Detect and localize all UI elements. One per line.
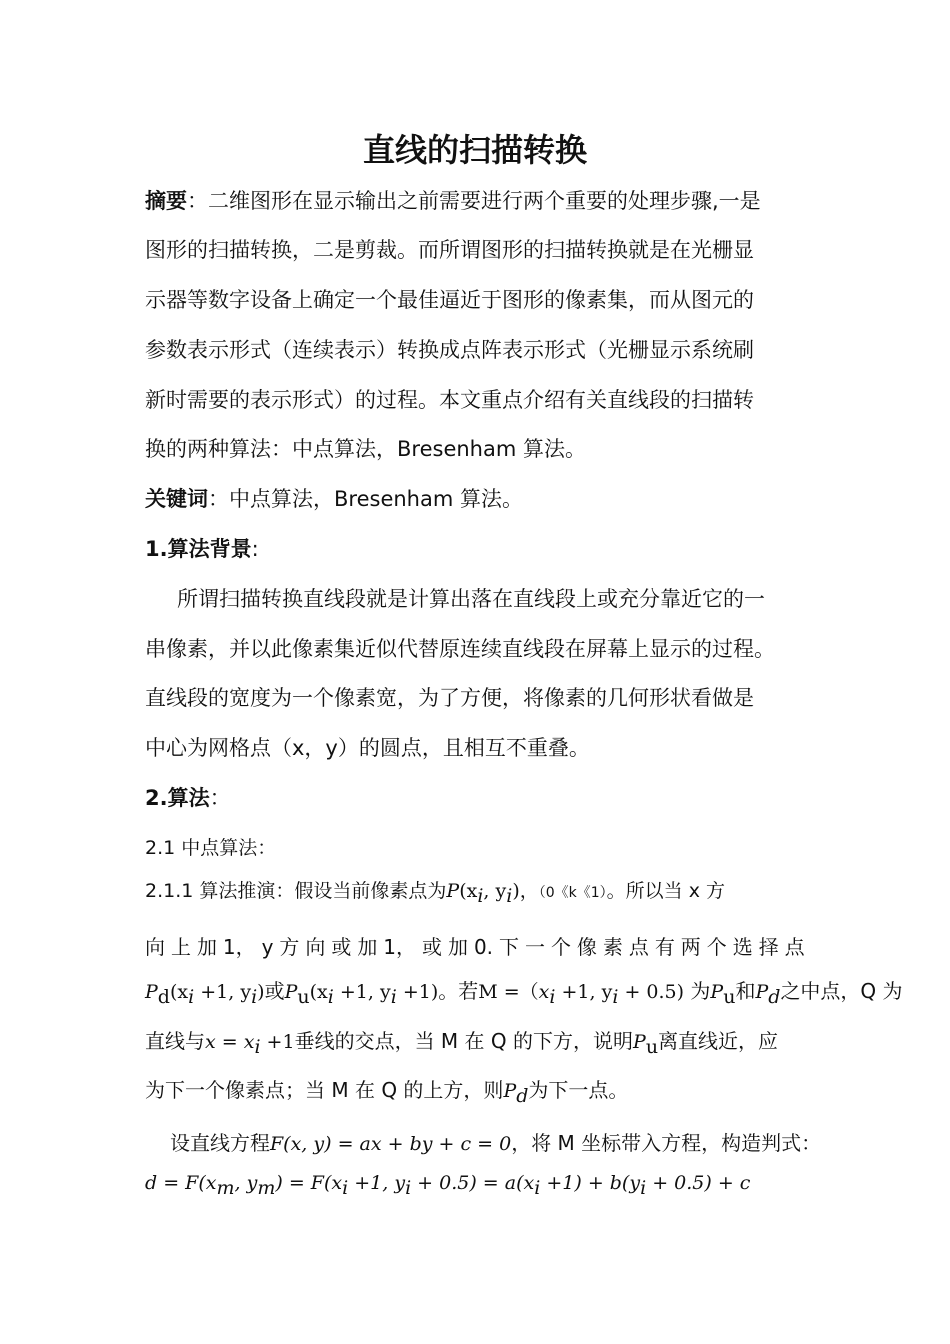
l4-x: x (205, 1031, 216, 1053)
l2-w: 像 (576, 935, 597, 959)
l3-pd: P (145, 981, 158, 1003)
decision-formula (145, 1168, 750, 1203)
l2-w: 1， (222, 935, 256, 959)
section1-line-3: 直线段的宽度为一个像素宽，为了方便，将像素的几何形状看做是 (145, 686, 754, 710)
l2-w: 方 (279, 935, 300, 959)
l3-he: 和 (735, 979, 756, 1003)
l7-sub-m2: m (257, 1176, 276, 1199)
l7-sub-m: m (216, 1176, 235, 1199)
l2-w: 加 (447, 935, 468, 959)
section1-heading-text: 1.算法背景 (145, 537, 252, 561)
l3-pu2-sub: u (723, 986, 736, 1008)
l4-p-sub: u (645, 1036, 659, 1058)
section2-line-1 (145, 876, 725, 911)
l2-w: 个 (706, 935, 727, 959)
l5-p: P (503, 1080, 517, 1102)
l4-sub-i: i (254, 1036, 261, 1058)
section1-line-2: 串像素，并以此像素集近似代替原连续直线段在屏幕上显示的过程。 (145, 637, 775, 661)
l7-sub-i2: i (405, 1176, 412, 1199)
section2-heading-text: 2.算法 (145, 786, 210, 810)
l3-pd2-sub: d (768, 986, 781, 1008)
l3-pd-sub: d (157, 986, 170, 1008)
l5-text-a: 为下一个像素点；当 M 在 Q 的上方，则 (145, 1078, 504, 1102)
l2-w: 选 (732, 935, 753, 959)
l6-text-b: ，将 M 坐标带入方程，构造判式： (511, 1131, 822, 1155)
l4-text-a: 直线与 (145, 1029, 205, 1053)
l2-w: 点 (784, 935, 805, 959)
l3-pd-sub-i2: i (251, 986, 258, 1008)
abstract-line-5: 新时需要的表示形式）的过程。本文重点介绍有关直线段的扫描转 (145, 388, 754, 412)
l2-w: 0. (473, 935, 494, 959)
l5-p-sub: d (516, 1085, 529, 1107)
abstract-line-4: 参数表示形式（连续表示）转换成点阵表示形式（光栅显示系统刷 (145, 338, 754, 362)
l4-p: P (633, 1031, 646, 1053)
keywords-colon: ： (208, 487, 229, 511)
l1-math-comma: , y (483, 880, 507, 902)
abstract-line-6: 换的两种算法：中点算法，Bresenham 算法。 (145, 437, 586, 461)
l7-eq5: +1) + b(y (540, 1172, 641, 1194)
section2-line-5 (145, 1075, 628, 1111)
l7-eq3: +1, y (348, 1172, 406, 1194)
l1-text-b: 。所以当 x 方 (606, 880, 725, 902)
l7-eq4: + 0.5) = a(x (411, 1172, 535, 1194)
section2-line-4 (145, 1026, 778, 1062)
l3-m-eq: M =（ (478, 981, 539, 1003)
l3-pu-sub: u (297, 986, 310, 1008)
abstract-text-1: 二维图形在显示输出之前需要进行两个重要的处理步骤,一是 (208, 189, 761, 213)
keywords-text: 中点算法，Bresenham 算法。 (229, 487, 523, 511)
section2-colon: ： (209, 786, 231, 810)
l2-w: 择 (758, 935, 779, 959)
l2-w: 两 (680, 935, 701, 959)
l3-pd2: P (755, 981, 769, 1003)
l1-math-args: (x (459, 880, 478, 902)
l2-w: 上 (170, 935, 191, 959)
l6-text-a: 设直线方程 (170, 1131, 270, 1155)
l4-eq: = x (215, 1031, 255, 1053)
section2-line-3 (145, 976, 903, 1012)
keywords-label: 关键词 (145, 487, 208, 511)
l3-m-sub-i: i (549, 986, 556, 1008)
l7-d: d (145, 1172, 158, 1194)
l7-eq6: + 0.5) + c (646, 1172, 751, 1194)
subsection-2-1: 2.1 中点算法： (145, 837, 277, 859)
l3-pu: P (284, 981, 298, 1003)
l2-w: 或 (331, 935, 352, 959)
l3-pu-sub-i: i (327, 986, 334, 1008)
l7-comma: , y (234, 1172, 258, 1194)
l1-condition: （0《k《1） (538, 885, 607, 901)
l5-text-b: 为下一点。 (528, 1078, 629, 1102)
section1-line-4: 中心为网格点（x，y）的圆点，且相互不重叠。 (145, 736, 590, 760)
l2-w: 向 (145, 935, 165, 959)
l7-eq2: ) = F(x (275, 1172, 343, 1194)
section1-heading (145, 534, 259, 564)
l2-w: 加 (357, 935, 378, 959)
l3-pu-close: +1) (396, 981, 439, 1003)
l3-pd-args: (x (169, 981, 189, 1003)
l7-eq1: = F(x (157, 1172, 217, 1194)
section1-line-1: 所谓扫描转换直线段就是计算出落在直线段上或充分靠近它的一 (177, 587, 765, 611)
l3-m-x: x (538, 981, 550, 1003)
l4-text-b: 垂线的交点，当 M 在 Q 的下方，说明 (294, 1029, 634, 1053)
l1-text-a: 2.1.1 算法推演：假设当前像素点为 (145, 880, 447, 902)
l3-or: 或 (264, 979, 285, 1003)
l3-pd-rest: +1, y (194, 981, 252, 1003)
l1-math-close: ) (512, 880, 520, 902)
abstract-label: 摘要 (145, 189, 187, 213)
l2-w: 点 (628, 935, 649, 959)
l2-w: 有 (654, 935, 675, 959)
abstract-line-2: 图形的扫描转换，二是剪裁。而所谓图形的扫描转换就是在光栅显 (145, 238, 754, 262)
l3-m-sub-i2: i (612, 986, 619, 1008)
l7-sub-i4: i (640, 1176, 647, 1199)
l4-plus: +1 (260, 1031, 295, 1053)
l2-w: 或 (422, 935, 442, 959)
l6-equation: F(x, y) = ax + by + c = 0 (270, 1133, 512, 1155)
l1-math-sub: i (477, 884, 484, 907)
l2-w: 个 (550, 935, 571, 959)
l2-w: 加 (196, 935, 217, 959)
l2-w: y (261, 935, 274, 959)
keywords-line (145, 484, 523, 514)
l3-pd-sub-i: i (188, 986, 195, 1008)
l3-ruo: 。若 (438, 979, 479, 1003)
document-title: 直线的扫描转换 (362, 131, 587, 169)
abstract-colon: ： (187, 189, 208, 213)
l1-math-p: P (446, 880, 460, 902)
l3-pu-rest: +1, y (333, 981, 391, 1003)
l1-sep: ， (519, 880, 539, 902)
l3-pu-sub-i2: i (390, 986, 397, 1008)
l3-m-close: + 0.5) (618, 981, 685, 1003)
l7-sub-i: i (342, 1176, 349, 1199)
section1-colon: : (251, 537, 259, 561)
l1-math-sub2: i (506, 884, 513, 907)
l2-w: 一 (524, 935, 545, 959)
l3-pd-close: ) (257, 981, 265, 1003)
l2-w: 向 (305, 935, 326, 959)
l3-m-rest: +1, y (555, 981, 613, 1003)
l3-end: 之中点，Q 为 (780, 979, 903, 1003)
section2-heading (145, 783, 231, 813)
section2-line-6 (170, 1128, 821, 1159)
abstract-line-3: 示器等数字设备上确定一个最佳逼近于图形的像素集，而从图元的 (145, 288, 754, 312)
l4-text-c: 离直线近，应 (658, 1029, 779, 1053)
l3-pu-args: (x (309, 981, 328, 1003)
l2-w: 1， (383, 935, 417, 959)
abstract-line-1 (145, 186, 761, 216)
l2-w: 下 (499, 935, 519, 959)
l7-sub-i3: i (534, 1176, 541, 1199)
l3-pu2: P (710, 981, 724, 1003)
l2-w: 素 (602, 935, 623, 959)
section2-line-2 (145, 932, 805, 962)
l3-wei: 为 (690, 979, 711, 1003)
